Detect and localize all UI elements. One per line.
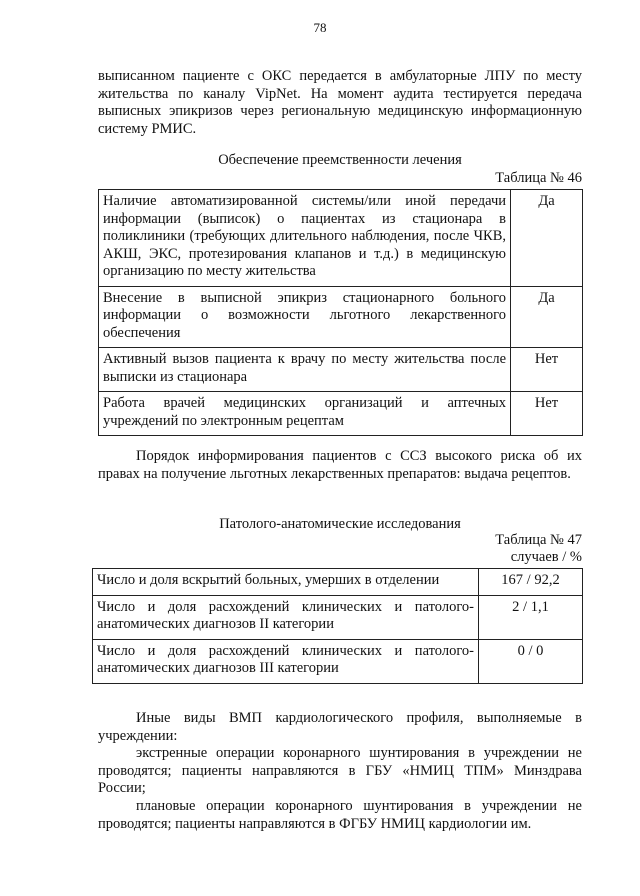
table-cell-value: 167 / 92,2 [479, 569, 583, 596]
table46-label: Таблица № 46 [495, 170, 582, 186]
paragraph-emergency-operations: экстренные операции коронарного шунтирования в учреждении не проводятся; пациенты направляются в ГБУ «НМИЦ ТПМ» Минздрава России; [98, 745, 582, 796]
table47-label: Таблица № 47 [495, 532, 582, 548]
table47-unit: случаев / % [510, 549, 582, 565]
table-row [99, 392, 583, 436]
page-number: 78 [313, 20, 327, 35]
table46-caption: Обеспечение преемственности лечения [218, 152, 462, 168]
table-row [93, 639, 583, 683]
paragraph-other-vmp: Иные виды ВМП кардиологического профиля, выполняемые в учреждении: [98, 710, 582, 744]
table-cell-text: Активный вызов пациента к врачу по месту жительства после выписки из стационара [99, 348, 511, 392]
table-row [93, 595, 583, 639]
table-cell-value: Нет [511, 348, 583, 392]
paragraph-planned-operations: плановые операции коронарного шунтирования в учреждении не проводятся; пациенты направляются в ФГБУ НМИЦ кардиологии им. [98, 798, 582, 832]
paragraph-informing: Порядок информирования пациентов с ССЗ высокого риска об их правах на получение льготных лекарственных препаратов: выдача рецептов. [98, 448, 582, 482]
table-cell-value: Да [511, 286, 583, 348]
table-47 [92, 568, 583, 684]
table-cell-value: 2 / 1,1 [479, 595, 583, 639]
table-row [99, 286, 583, 348]
table-cell-text: Внесение в выписной эпикриз стационарного больного информации о возможности льготного лекарственного обеспечения [99, 286, 511, 348]
paragraph-intro: выписанном пациенте с ОКС передается в амбулаторные ЛПУ по месту жительства по каналу VipNet. На момент аудита тестируется передача выписных эпикризов через региональную медицинскую информационную систему РМИС. [98, 68, 582, 137]
table-row [93, 569, 583, 596]
table-cell-text: Число и доля вскрытий больных, умерших в отделении [93, 569, 479, 596]
table-row [99, 190, 583, 287]
table-cell-value: Да [511, 190, 583, 287]
table-cell-value: Нет [511, 392, 583, 436]
table-cell-text: Число и доля расхождений клинических и патолого-анатомических диагнозов II категории [93, 595, 479, 639]
table-cell-value: 0 / 0 [479, 639, 583, 683]
table-46 [98, 189, 583, 436]
table-cell-text: Работа врачей медицинских организаций и аптечных учреждений по электронным рецептам [99, 392, 511, 436]
table-cell-text: Наличие автоматизированной системы/или иной передачи информации (выписок) о пациентах из стационара в поликлиники (требующих длительного наблюдения, после ЧКВ, АКШ, ЭКС, протезирования клапанов и т.д.) в медицинскую организацию по месту жительства [99, 190, 511, 287]
table47-caption: Патолого-анатомические исследования [219, 516, 461, 532]
table-cell-text: Число и доля расхождений клинических и патолого-анатомических диагнозов III категории [93, 639, 479, 683]
table-row [99, 348, 583, 392]
